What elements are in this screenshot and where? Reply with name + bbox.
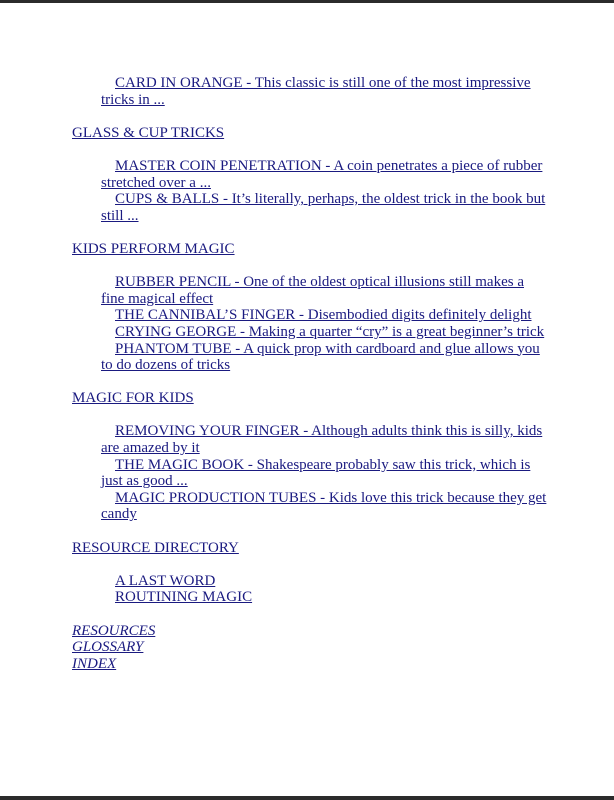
toc-entry-phantom-tube[interactable]: PHANTOM TUBE - A quick prop with cardboard and glue allows you to do dozens of tricks [101,340,540,374]
toc-section-magic-for-kids[interactable]: MAGIC FOR KIDS [72,390,194,407]
toc-section-kids-perform-magic[interactable]: KIDS PERFORM MAGIC [72,240,235,257]
toc-entry-routining-magic[interactable]: ROUTINING MAGIC [115,589,253,606]
toc-entry-rubber-pencil[interactable]: RUBBER PENCIL - One of the oldest optical illusions still makes a fine magical effect [101,274,524,307]
toc-entry-magic-production-tubes[interactable]: MAGIC PRODUCTION TUBES - Kids love this trick because they get candy [101,489,547,523]
toc-entry-a-last-word[interactable]: A LAST WORD [115,572,216,589]
toc-entry-card-in-orange[interactable]: CARD IN ORANGE - This classic is still one of the most impressive tricks in ... [101,75,531,108]
toc-entry-removing-your-finger[interactable]: REMOVING YOUR FINGER - Although adults think this is silly, kids are amazed by it [101,423,543,457]
top-border [0,0,614,3]
toc-section-glass-cup-tricks[interactable]: GLASS & CUP TRICKS [72,124,225,141]
toc-entry-magic-book[interactable]: THE MAGIC BOOK - Shakespeare probably saw this trick, which is just as good ... [101,456,531,490]
bottom-border [0,796,614,800]
toc-entry-cups-balls[interactable]: CUPS & BALLS - It’s literally, perhaps, the oldest trick in the book but still ... [101,191,546,224]
toc-section-resource-directory[interactable]: RESOURCE DIRECTORY [72,539,239,556]
toc-entry-master-coin-penetration[interactable]: MASTER COIN PENETRATION - A coin penetrates a piece of rubber stretched over a ... [101,157,543,191]
table-of-contents [72,75,547,672]
toc-link-resources[interactable]: RESOURCES [72,622,156,639]
toc-entry-cannibals-finger[interactable]: THE CANNIBAL’S FINGER - Disembodied digits definitely delight [115,307,532,324]
toc-entry-crying-george[interactable]: CRYING GEORGE - Making a quarter “cry” is a great beginner’s trick [115,323,545,340]
toc-link-glossary[interactable]: GLOSSARY [72,639,144,656]
toc-link-index[interactable]: INDEX [72,655,117,672]
